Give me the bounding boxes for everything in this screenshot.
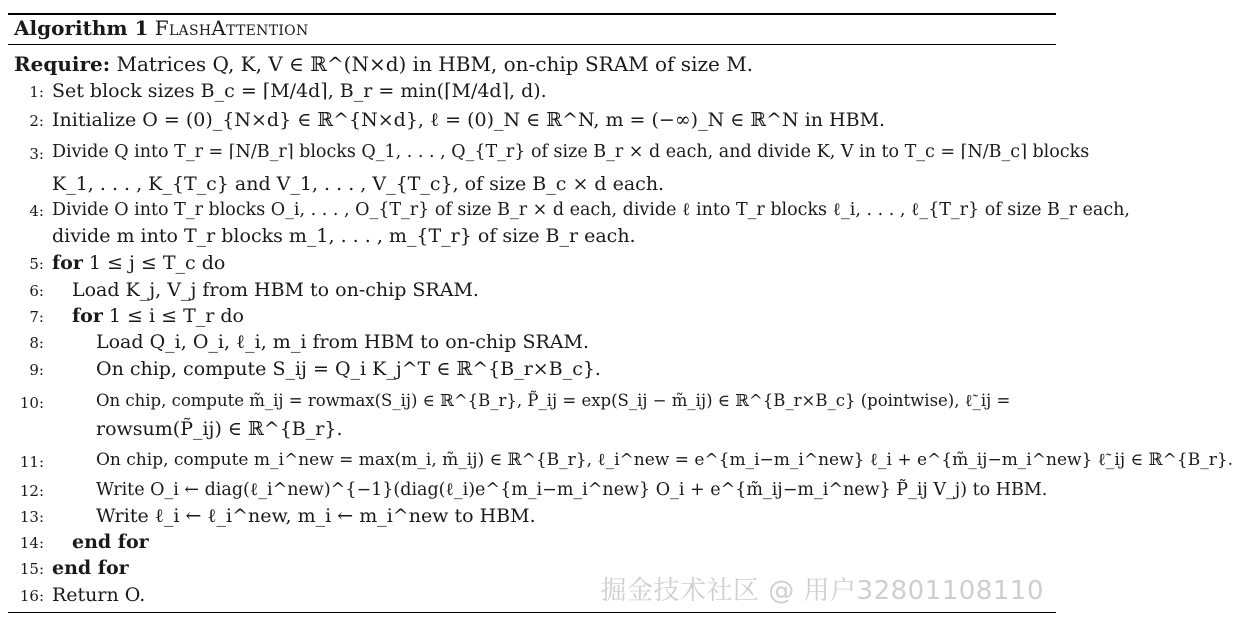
caption-rule [8,44,1056,45]
line-text: On chip, compute m_i^new = max(m_i, m̃_ij) ∈ ℝ^{B_r}, ℓ_i^new = e^{m_i−m_i^new} ℓ_i + e^{m̃_ij−m_i^new} ℓ̃_ij ∈ ℝ^{B_r}. [96,450,1233,470]
line-number: 5: [29,255,44,273]
watermark-text: 掘金技术社区 @ 用户3280110811​0 [600,576,1044,606]
require-text: Matrices Q, K, V ∈ ℝ^(N×d) in HBM, on-chip SRAM of size M. [116,52,754,76]
algorithm-label: Algorithm 1 [14,16,149,40]
line-text: rowsum(P̃_ij) ∈ ℝ^{B_r}. [96,418,343,440]
line-number: 6: [29,282,44,300]
line-text [72,305,244,327]
line-number: 13: [19,508,44,526]
line-text: Initialize O = (0)_{N×d} ∈ ℝ^{N×d}, ℓ = (0)_N ∈ ℝ^N, m = (−∞)_N ∈ ℝ^N in HBM. [52,109,886,131]
line-text: Return O. [52,584,146,606]
algorithm-block [8,0,1233,620]
line-number: 9: [29,361,44,379]
for-range: 1 ≤ j ≤ T_c do [88,252,226,274]
require-line [14,52,753,76]
line-text: K_1, . . . , K_{T_c} and V_1, . . . , V_{T_c}, of size B_c × d each. [52,173,665,195]
line-number: 12: [19,482,44,500]
line-text: Divide O into T_r blocks O_i, . . . , O_{T_r} of size B_r × d each, divide ℓ into T_r blocks ℓ_i, . . . , ℓ_{T_r} of size B_r each, [52,200,1130,220]
end-for-keyword: end for [72,531,149,553]
line-text: Divide Q into T_r = ⌈N/B_r⌉ blocks Q_1, . . . , Q_{T_r} of size B_r × d each, and divide K, V in to T_c = ⌈N/B_c⌉ blocks [52,142,1090,162]
line-number: 7: [29,308,44,326]
line-number: 11: [19,453,44,471]
line-number: 2: [29,112,44,130]
bottom-rule [8,612,1056,613]
line-number: 16: [19,587,44,605]
top-rule [8,13,1056,15]
algorithm-caption [14,16,309,40]
line-text [52,252,225,274]
line-number: 8: [29,334,44,352]
line-text: Load K_j, V_j from HBM to on-chip SRAM. [72,279,479,301]
line-number: 4: [29,202,44,220]
line-number: 15: [19,560,44,578]
line-number: 3: [29,145,44,163]
for-keyword: for [52,252,83,274]
line-text: On chip, compute m̃_ij = rowmax(S_ij) ∈ ℝ^{B_r}, P̃_ij = exp(S_ij − m̃_ij) ∈ ℝ^{B_r×B_c} (pointwise), ℓ̃_ij = [96,391,1011,410]
line-text: Load Q_i, O_i, ℓ_i, m_i from HBM to on-chip SRAM. [96,331,589,353]
end-for-keyword: end for [52,557,129,579]
line-number: 10: [19,394,44,412]
line-text: Write O_i ← diag(ℓ_i^new)^{−1}(diag(ℓ_i)e^{m_i−m_i^new} O_i + e^{m̃_ij−m_i^new} P̃_ij V_j) to HBM. [96,480,1048,500]
line-text: Set block sizes B_c = ⌈M/4d⌉, B_r = min(⌈M/4d⌉, d). [52,80,547,102]
line-number: 14: [19,534,44,552]
for-range: 1 ≤ i ≤ T_r do [108,305,244,327]
algorithm-name: FlashAttention [154,16,309,40]
line-number: 1: [29,83,44,101]
for-keyword: for [72,305,103,327]
line-text: divide m into T_r blocks m_1, . . . , m_{T_r} of size B_r each. [52,225,636,247]
line-text: On chip, compute S_ij = Q_i K_j^T ∈ ℝ^{B_r×B_c}. [96,358,601,380]
line-text: Write ℓ_i ← ℓ_i^new, m_i ← m_i^new to HBM. [96,505,536,527]
require-keyword: Require: [14,52,111,76]
